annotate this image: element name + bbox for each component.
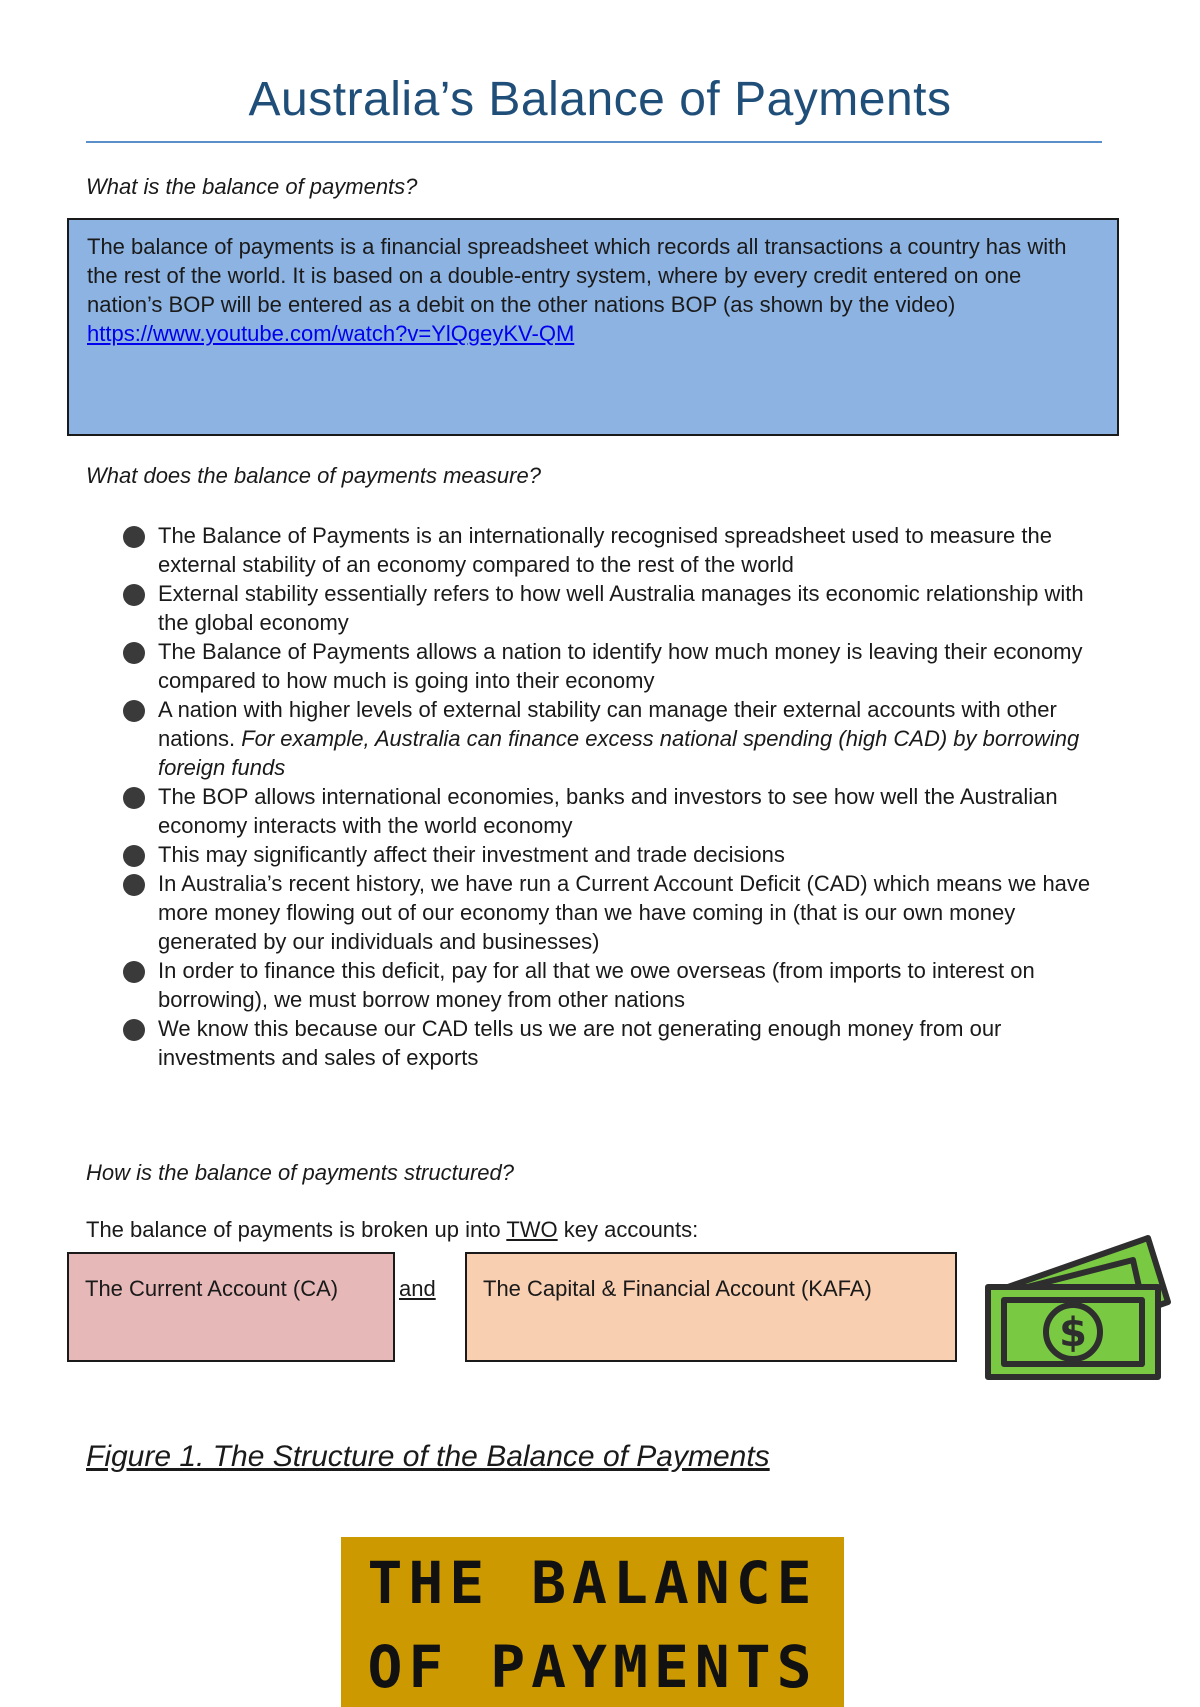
bullet-item <box>120 782 1110 840</box>
title-divider <box>86 141 1102 143</box>
bullet-item <box>120 637 1110 695</box>
bullet-text: This may significantly affect their investment and trade decisions <box>158 842 785 867</box>
bullet-text: External stability essentially refers to how well Australia manages its economic relationship with the global economy <box>158 581 1084 635</box>
intro-emphasis: TWO <box>506 1217 558 1242</box>
bullet-text: The Balance of Payments allows a nation to identify how much money is leaving their economy compared to how much is going into their economy <box>158 639 1083 693</box>
bullet-item <box>120 579 1110 637</box>
question-what-is-bop: What is the balance of payments? <box>86 174 418 199</box>
capital-financial-account-label: The Capital & Financial Account (KAFA) <box>483 1276 872 1301</box>
bullet-dot-icon <box>123 845 145 867</box>
bullet-example-text: For example, Australia can finance excess national spending (high CAD) by borrowing foreign funds <box>158 726 1080 780</box>
page-title: Australia’s Balance of Payments <box>248 73 952 126</box>
bullet-dot-icon <box>123 961 145 983</box>
bullet-item <box>120 1014 1110 1072</box>
bullet-item <box>120 521 1110 579</box>
bullet-dot-icon <box>123 642 145 664</box>
bullet-item <box>120 956 1110 1014</box>
accounts-intro <box>86 1217 698 1243</box>
bullet-item <box>120 869 1110 956</box>
question-how-is-bop-structured: How is the balance of payments structured? <box>86 1160 515 1185</box>
banner-line-1: THE BALANCE <box>367 1549 818 1617</box>
bullet-dot-icon <box>123 700 145 722</box>
banner-line-2: OF PAYMENTS <box>367 1633 818 1701</box>
bullet-dot-icon <box>123 584 145 606</box>
capital-financial-account-box <box>465 1252 957 1362</box>
bullet-text: We know this because our CAD tells us we are not generating enough money from our investments and sales of exports <box>158 1016 1002 1070</box>
svg-text:$: $ <box>1059 1310 1087 1356</box>
figure-caption: Figure 1. The Structure of the Balance of Payments <box>86 1440 770 1473</box>
bop-title-banner <box>341 1537 844 1707</box>
current-account-label: The Current Account (CA) <box>85 1276 339 1301</box>
bullet-text: In Australia’s recent history, we have run a Current Account Deficit (CAD) which means we have more money flowing out of our economy than we have coming in (that is our own money generated by our individuals and businesses) <box>158 871 1091 954</box>
bullet-dot-icon <box>123 1019 145 1041</box>
bullet-item <box>120 840 1110 869</box>
measure-bullet-list <box>120 521 1110 1072</box>
bullet-dot-icon <box>123 874 145 896</box>
bullet-text: In order to finance this deficit, pay for all that we owe overseas (from imports to interest on borrowing), we must borrow money from other nations <box>158 958 1035 1012</box>
bullet-text: The BOP allows international economies, banks and investors to see how well the Australian economy interacts with the world economy <box>158 784 1058 838</box>
video-link[interactable]: https://www.youtube.com/watch?v=YlQgeyKV-QM <box>87 321 575 346</box>
money-bills-icon <box>968 1232 1178 1387</box>
and-connector: and <box>399 1276 436 1301</box>
intro-after: key accounts: <box>557 1217 699 1242</box>
question-what-does-bop-measure: What does the balance of payments measure? <box>86 463 541 488</box>
bullet-item <box>120 695 1110 782</box>
current-account-box <box>67 1252 395 1362</box>
intro-before: The balance of payments is broken up into <box>86 1217 507 1242</box>
bullet-dot-icon <box>123 787 145 809</box>
bullet-text: The Balance of Payments is an internationally recognised spreadsheet used to measure the external stability of an economy compared to the rest of the world <box>158 523 1052 577</box>
definition-box <box>67 218 1119 436</box>
bullet-dot-icon <box>123 526 145 548</box>
bullet-text: A nation with higher levels of external stability can manage their external accounts with other nations. <box>158 697 1057 751</box>
definition-text: The balance of payments is a financial spreadsheet which records all transactions a country has with the rest of the world. It is based on a double-entry system, where by every credit entered on one nation’s BOP will be entered as a debit on the other nations BOP (as shown by the video) <box>87 234 1067 317</box>
